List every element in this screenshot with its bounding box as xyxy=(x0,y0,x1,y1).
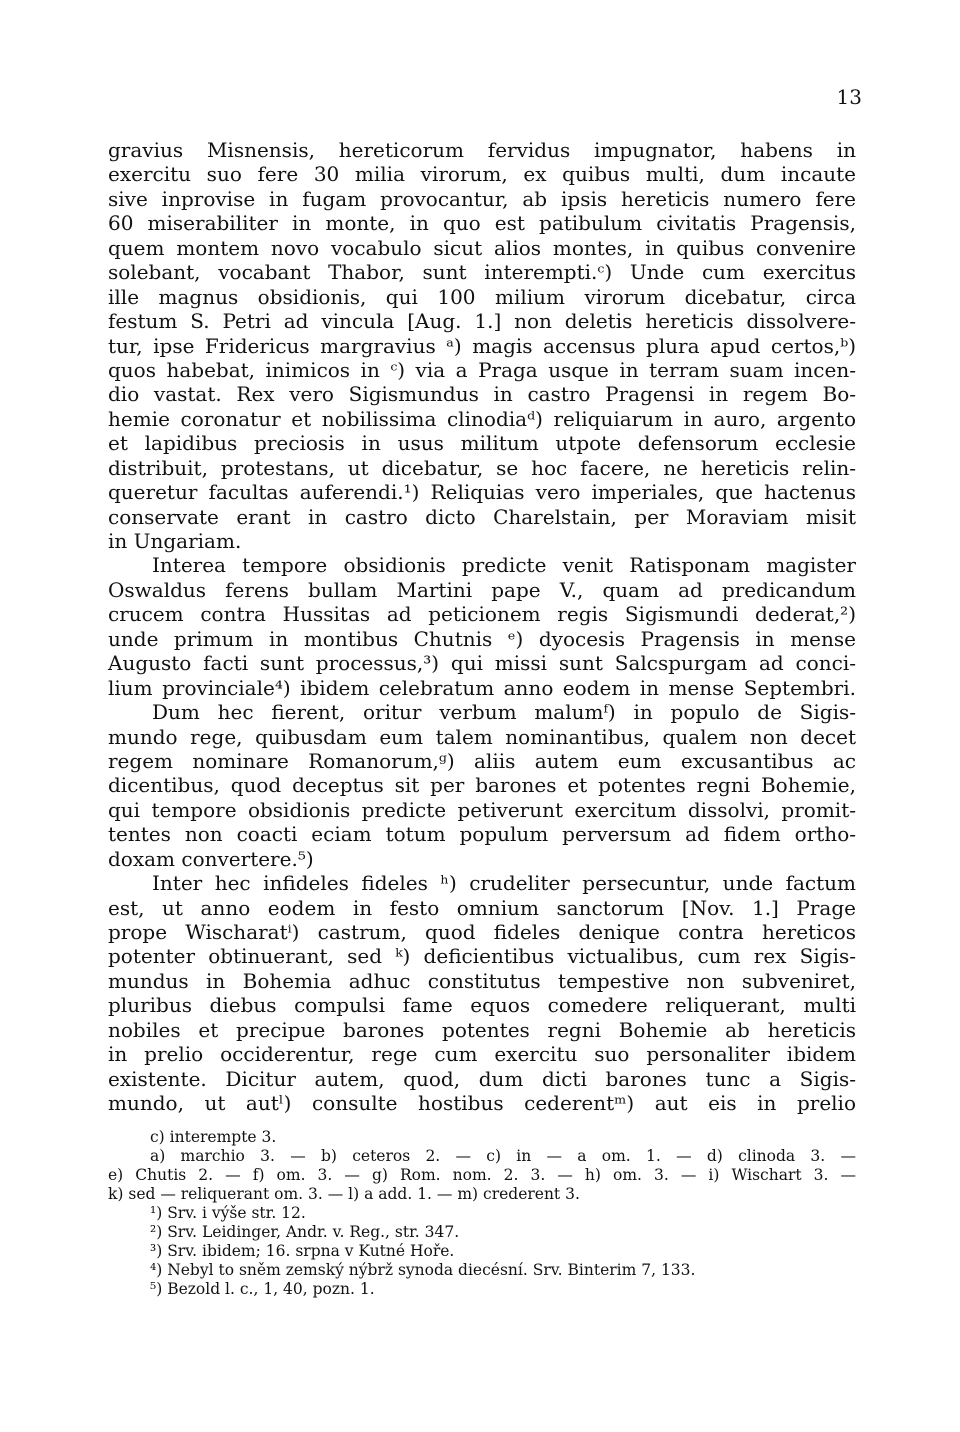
text-line: doxam convertere.⁵) xyxy=(108,846,314,871)
text-line: gravius Misnensis, hereticorum fervidus impugnator, habens in xyxy=(108,138,856,162)
text-line: unde primum in montibus Chutnis ᵉ) dyocesis Pragensis in mense xyxy=(108,626,856,651)
text-line: potenter obtinuerant, sed ᵏ) deficientibus victualibus, cum rex Sigis- xyxy=(108,944,856,969)
text-line: Augusto facti sunt processus,³) qui missi sunt Salcspurgam ad conci- xyxy=(108,651,856,676)
text-line: in Ungariam. xyxy=(108,529,242,553)
footnote-line: c) interempte 3. xyxy=(150,1128,277,1146)
text-line: quem montem novo vocabulo sicut alios montes, in quibus convenire xyxy=(108,235,856,260)
text-line: regem nominare Romanorum,ᵍ) aliis autem eum excusantibus ac xyxy=(108,748,856,773)
footnote-line: ¹) Srv. i výše str. 12. xyxy=(150,1204,306,1223)
footnote-line: ⁵) Bezold l. c., 1, 40, pozn. 1. xyxy=(150,1280,375,1299)
text-line: et lapidibus preciosis in usus militum utpote defensorum ecclesie xyxy=(108,431,856,456)
text-line: lium provinciale⁴) ibidem celebratum anno eodem in mense Septembri. xyxy=(108,675,856,700)
text-line: 60 miserabiliter in monte, in quo est patibulum civitatis Pragensis, xyxy=(108,211,856,236)
main-text xyxy=(108,138,856,1116)
text-line: ille magnus obsidionis, qui 100 milium virorum dicebatur, circa xyxy=(108,284,856,309)
footnote-line: ³) Srv. ibidem; 16. srpna v Kutné Hoře. xyxy=(150,1242,455,1261)
footnote-line: e) Chutis 2. — f) om. 3. — g) Rom. nom. 2. 3. — h) om. 3. — i) Wischart 3. — xyxy=(108,1166,856,1185)
text-line: conservate erant in castro dicto Charelstain, per Moraviam misit xyxy=(108,504,856,529)
footnote-line: ²) Srv. Leidinger, Andr. v. Reg., str. 347. xyxy=(150,1223,460,1242)
text-line: in prelio occiderentur, rege cum exercitu suo personaliter ibidem xyxy=(108,1042,856,1067)
text-line: existente. Dicitur autem, quod, dum dicti barones tunc a Sigis- xyxy=(108,1066,856,1091)
text-line: qui tempore obsidionis predicte petiverunt exercitum dissolvi, promit- xyxy=(108,797,856,822)
text-line: Dum hec fierent, oritur verbum malumᶠ) in populo de Sigis- xyxy=(152,700,856,725)
page-number: 13 xyxy=(836,85,862,109)
text-line: est, ut anno eodem in festo omnium sanctorum [Nov. 1.] Prage xyxy=(108,895,856,920)
footnotes xyxy=(108,1128,856,1299)
text-line: Interea tempore obsidionis predicte venit Ratisponam magister xyxy=(152,553,856,578)
text-line: dio vastat. Rex vero Sigismundus in castro Pragensi in regem Bo- xyxy=(108,382,856,407)
text-line: dicentibus, quod deceptus sit per barones et potentes regni Bohemie, xyxy=(108,773,856,798)
footnote-line: k) sed — reliquerant om. 3. — l) a add. 1. — m) crederent 3. xyxy=(108,1185,580,1204)
text-line: hemie coronatur et nobilissima clinodiaᵈ) reliquiarum in auro, argento xyxy=(108,406,856,431)
text-line: Inter hec infideles fideles ʰ) crudeliter persecuntur, unde factum xyxy=(152,871,856,896)
text-line: quos habebat, inimicos in ᶜ) via a Praga usque in terram suam incen- xyxy=(108,357,856,382)
text-line: mundus in Bohemia adhuc constitutus tempestive non subveniret, xyxy=(108,968,856,993)
text-line: sive inprovise in fugam provocantur, ab ipsis hereticis numero fere xyxy=(108,186,856,211)
text-line: queretur facultas auferendi.¹) Reliquias vero imperiales, que hactenus xyxy=(108,480,856,505)
text-line: mundo rege, quibusdam eum talem nominantibus, qualem non decet xyxy=(108,724,856,749)
footnote-line: ⁴) Nebyl to sněm zemský nýbrž synoda diecésní. Srv. Binterim 7, 133. xyxy=(150,1261,696,1280)
text-line: crucem contra Hussitas ad peticionem regis Sigismundi dederat,²) xyxy=(108,602,856,627)
text-line: distribuit, protestans, ut dicebatur, se hoc facere, ne hereticis relin- xyxy=(108,455,856,480)
text-line: festum S. Petri ad vincula [Aug. 1.] non deletis hereticis dissolvere- xyxy=(108,309,856,334)
footnote-line: a) marchio 3. — b) ceteros 2. — c) in — a om. 1. — d) clinoda 3. — xyxy=(150,1147,856,1166)
text-line: prope Wischaratⁱ) castrum, quod fideles denique contra hereticos xyxy=(108,920,856,944)
text-line: nobiles et precipue barones potentes regni Bohemie ab hereticis xyxy=(108,1017,856,1042)
text-line: tentes non coacti eciam totum populum perversum ad fidem ortho- xyxy=(108,822,856,847)
text-line: mundo, ut autˡ) consulte hostibus cederentᵐ) aut eis in prelio xyxy=(108,1091,856,1116)
text-line: Oswaldus ferens bullam Martini pape V., quam ad predicandum xyxy=(108,577,856,602)
text-line: solebant, vocabant Thabor, sunt interempti.ᶜ) Unde cum exercitus xyxy=(108,260,856,285)
text-line: tur, ipse Fridericus margravius ᵃ) magis accensus plura apud certos,ᵇ) xyxy=(108,333,856,358)
text-line: pluribus diebus compulsi fame equos comedere reliquerant, multi xyxy=(108,993,856,1018)
text-line: exercitu suo fere 30 milia virorum, ex quibus multi, dum incaute xyxy=(108,162,856,187)
